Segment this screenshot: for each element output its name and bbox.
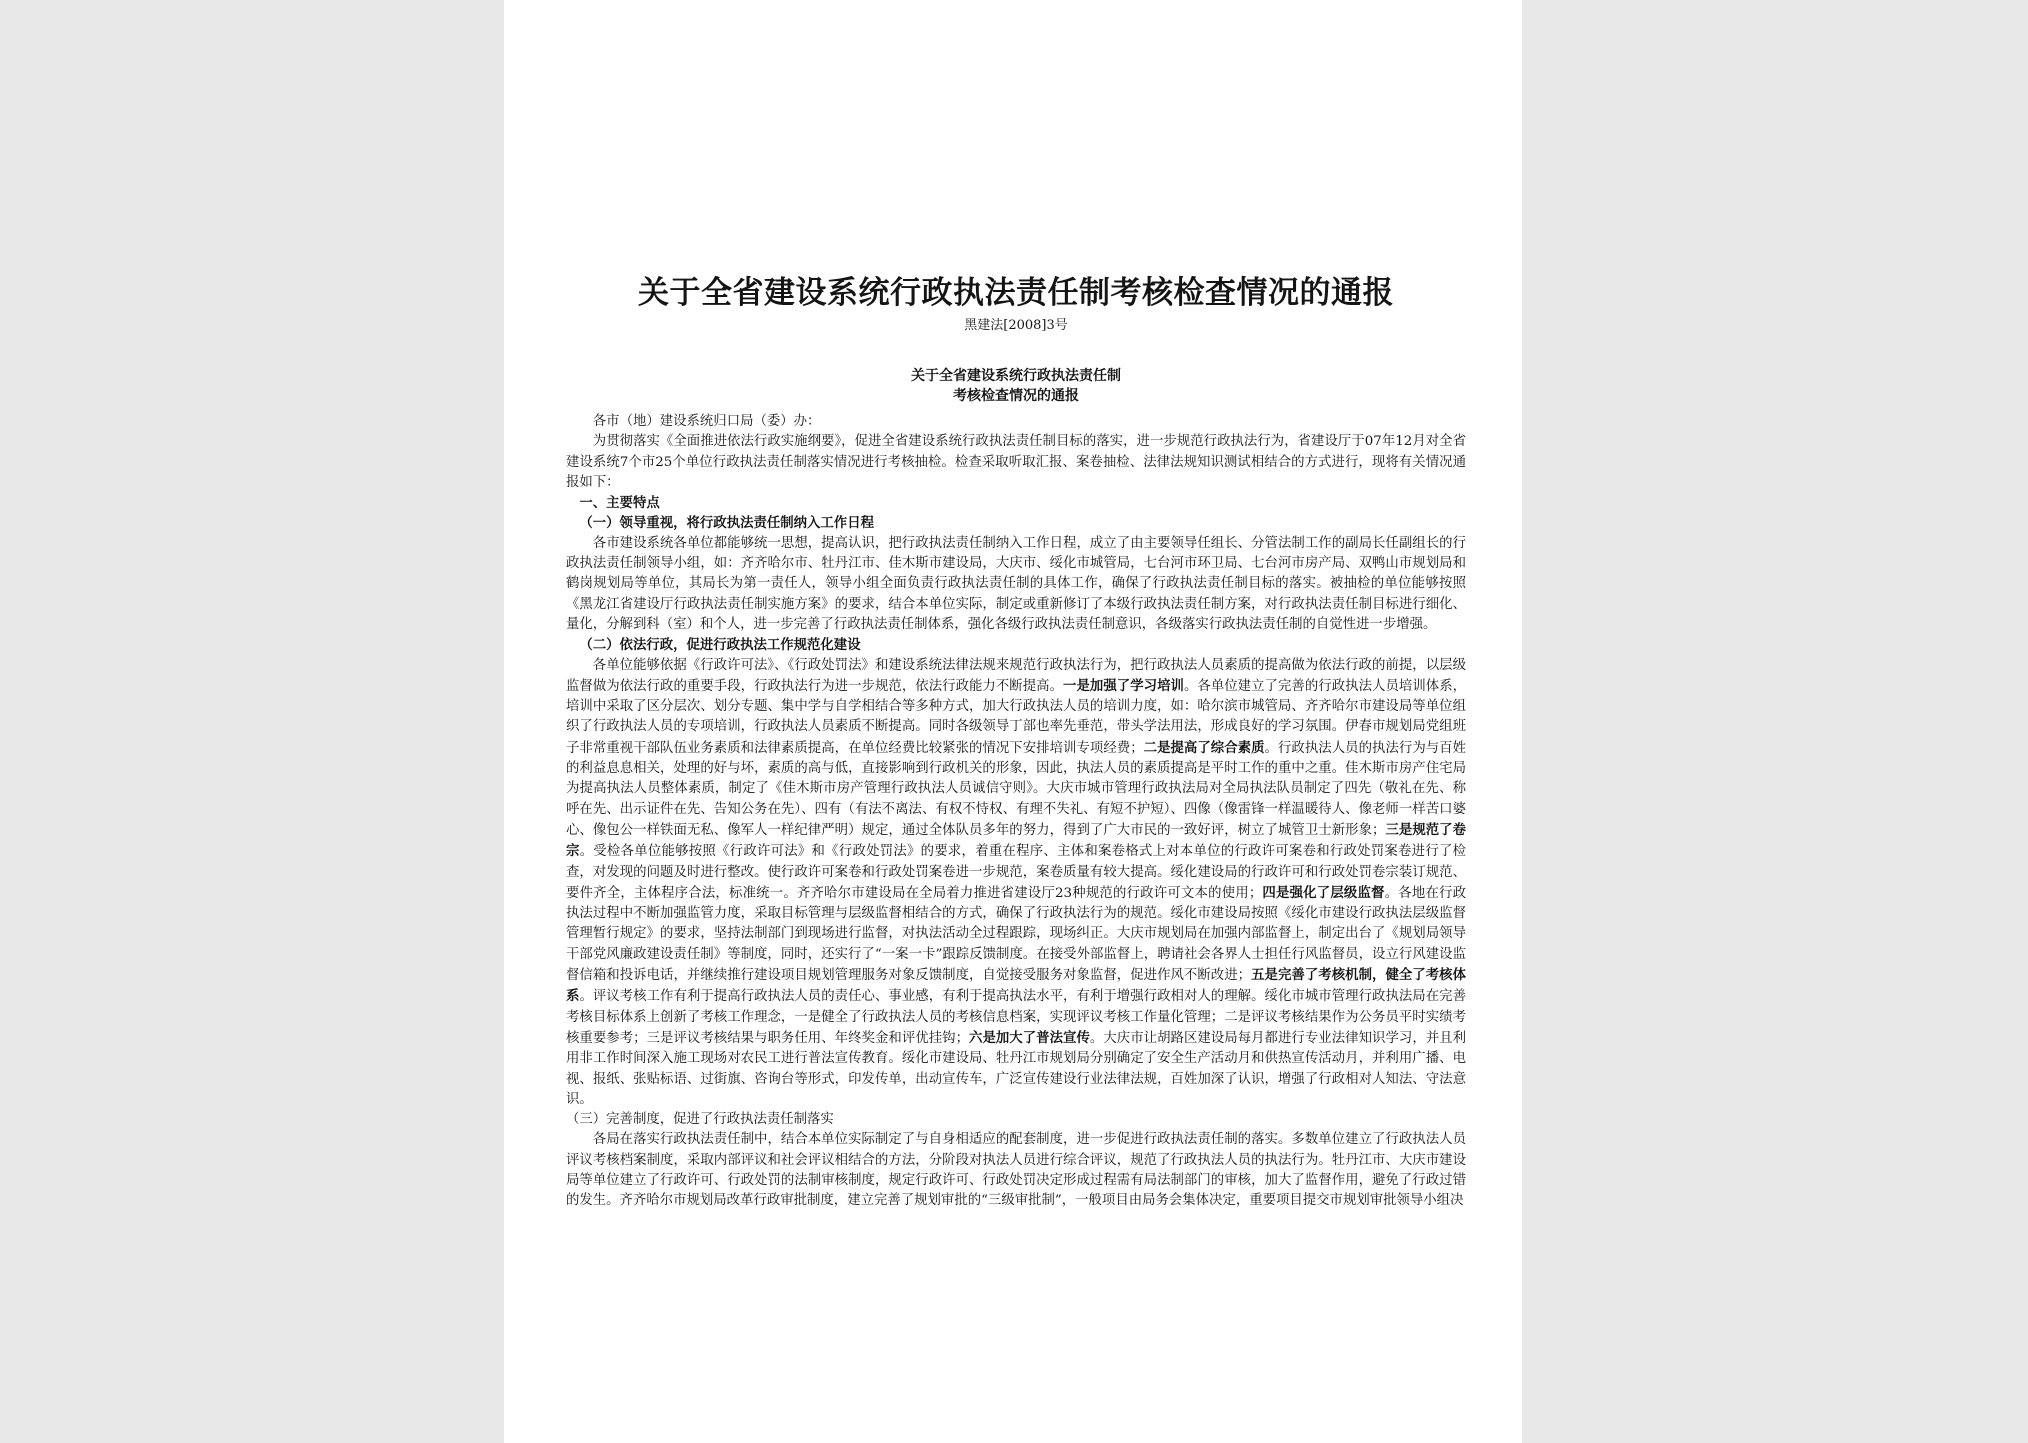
text-run: 。受检各单位能够按照《行政许可法》和《行政处罚法》的要求，着重在程序、主体和案卷格式上对本单位的行政许可案卷和行政处罚案卷进行了检查，对发现的问题及时进行整改。使行政许可案卷和行政处罚案卷进一步规范，案卷质量有较大提高。绥化建设局的行政许可和行政处罚卷宗装订规范、要件齐全，主体程序合法，标准统一。齐齐哈尔市建设局在全局着力推进省建设厅23种规范的行政许可文本的使用；	[566, 844, 1466, 901]
text-run: 。评议考核工作有利于提高行政执法人员的责任心、事业感，有利于提高执法水平，有利于增强行政相对人的理解。绥化市城市管理行政执法局在完善考核目标体系上创新了考核工作理念，一是健全了行政执法人员的考核信息档案，实现评议考核工作量化管理；二是评议考核结果作为公务员平时实绩考核重要参考；三是评议考核结果与职务任用、年终奖金和评优挂钩；	[566, 989, 1466, 1046]
sub-title-line2: 考核检查情况的通报	[953, 388, 1079, 404]
bold-point: 二是提高了综合素质	[1143, 739, 1265, 756]
doc-number: 黑建法[2008]3号	[964, 318, 1068, 333]
text-run: 。行政执法人员的执法行为与百姓的利益息息相关，处理的好与坏，素质的高与低，直接影响到行政机关的形象，因此，执法人员的素质提高是平时工作的重中之重。佳木斯市房产住宅局为提高执法人员整体素质，制定了《佳木斯市房产管理行政执法人员诚信守则》。大庆市城市管理行政执法局对全局执法队员制定了四先（敬礼在先、称呼在先、出示证件在先、告知公务在先）、四有（有法不离法、有权不恃权、有理不失礼、有短不护短）、四像（像雷锋一样温暖待人、像老师一样苦口婆心、像包公一样铁面无私、像军人一样纪律严明）规定，通过全体队员多年的努力，得到了广大市民的一致好评，树立了城管卫士新形象；	[566, 740, 1467, 838]
intro-paragraph: 为贯彻落实《全面推进依法行政实施纲要》，促进全省建设系统行政执法责任制目标的落实，进一步规范行政执法行为，省建设厅于07年12月对全省建设系统7个市25个单位行政执法责任制落实情况进行考核抽检。检查采取听取汇报、案卷抽检、法律法规知识测试相结合的方式进行，现将有关情况通报如下：	[566, 434, 1466, 490]
paragraph: 各局在落实行政执法责任制中，结合本单位实际制定了与自身相适应的配套制度，进一步促进行政执法责任制的落实。多数单位建立了行政执法人员评议考核档案制度，采取内部评议和社会评议相结合的方法，分阶段对执法人员进行综合评议，规范了行政执法人员的执法行为。牡丹江市、大庆市建设局等单位建立了行政许可、行政处罚的法制审核制度，规定行政许可、行政处罚决定形成过程需有局法制部门的审核，加大了监督作用，避免了行政过错的发生。齐齐哈尔市规划局改革行政审批制度，建立完善了规划审批的“三级审批制”，一般项目由局务会集体决定，重要项目提交市规划审批领导小组决	[566, 1132, 1466, 1209]
text-run: 。大庆市让胡路区建设局每月都进行专业法律知识学习，并且利用非工作时间深入施工现场对农民工进行普法宣传教育。绥化市建设局、牡丹江市规划局分别确定了安全生产活动月和供热宣传活动月，并利用广播、电视、报纸、张贴标语、过街旗、咨询台等形式，印发传单，出动宣传车，广泛宣传建设行业法律法规，百姓加深了认识，增强了行政相对人知法、守法意识。	[566, 1030, 1467, 1107]
bold-point: 三是规范了卷宗	[566, 821, 1467, 860]
subsection-heading: （一）领导重视，将行政执法责任制纳入工作日程	[579, 515, 874, 532]
section-heading: 一、主要特点	[579, 495, 660, 512]
document-body	[566, 412, 1466, 1212]
text-run: 各单位能够依据《行政许可法》、《行政处罚法》和建设系统法律法规来规范行政执法行为，把行政执法人员素质的提高做为依法行政的前提，以层级监督做为依法行政的重要手段，行政执法行为进一步规范，依法行政能力不断提高。	[566, 657, 1466, 694]
sub-title-line1: 关于全省建设系统行政执法责任制	[911, 368, 1121, 384]
text-run: 。各地在行政执法过程中不断加强监管力度，采取目标管理与层级监督相结合的方式，确保了行政执法行为的规范。绥化市建设局按照《绥化市建设行政执法层级监督管理暂行规定》的要求，坚持法制部门到现场进行监督，对执法活动全过程跟踪，现场纠正。大庆市规划局在加强内部监督上，制定出台了《规划局领导干部党风廉政建设责任制》等制度，同时，还实行了“一案一卡”跟踪反馈制度。在接受外部监督上，聘请社会各界人士担任行风监督员，设立行风建设监督信箱和投诉电话，并继续推行建设项目规划管理服务对象反馈制度，自觉接受服务对象监督，促进作风不断改进；	[566, 885, 1466, 984]
addressee: 各市（地）建设系统归口局（委）办：	[592, 414, 821, 429]
document-page	[504, 0, 1522, 1443]
paragraph: 各市建设系统各单位都能够统一思想，提高认识，把行政执法责任制纳入工作日程，成立了由主要领导任组长、分管法制工作的副局长任副组长的行政执法责任制领导小组，如：齐齐哈尔市、牡丹江市、佳木斯市建设局，大庆市、绥化市城管局，七台河市环卫局、七台河市房产局、双鸭山市规划局和鹤岗规划局等单位，其局长为第一责任人，领导小组全面负责行政执法责任制的具体工作，确保了行政执法责任制目标的落实。被抽检的单位能够按照《黑龙江省建设厅行政执法责任制实施方案》的要求，结合本单位实际，制定或重新修订了本级行政执法责任制方案，对行政执法责任制目标进行细化、量化，分解到科（室）和个人，进一步完善了行政执法责任制体系，强化各级行政执法责任制意识，各级落实行政执法责任制的自觉性进一步增强。	[566, 535, 1466, 632]
subsection-heading: （三）完善制度，促进了行政执法责任制落实	[566, 1112, 834, 1128]
text-run: 。各单位建立了完善的行政执法人员培训体系，培训中采取了区分层次、划分专题、集中学与自学相结合等多种方式，加大行政执法人员的培训力度，如：哈尔滨市城管局、齐齐哈尔市建设局等单位组织了行政执法人员的专项培训，行政执法人员素质不断提高。同时各级领导丁部也率先垂范，带头学法用法，形成良好的学习氛围。伊春市规划局党组班子非常重视干部队伍业务素质和法律素质提高，在单位经费比较紧张的情况下安排培训专项经费；	[566, 678, 1467, 756]
subsection-heading: （二）依法行政，促进行政执法工作规范化建设	[579, 637, 861, 654]
paragraph	[566, 656, 1466, 1111]
main-title: 关于全省建设系统行政执法责任制考核检查情况的通报	[638, 275, 1394, 311]
bold-point: 一是加强了学习培训	[1063, 677, 1184, 694]
bold-point: 四是强化了层级监督	[1262, 884, 1385, 901]
bold-point: 六是加大了普法宣传	[968, 1029, 1090, 1046]
bold-point: 五是完善了考核机制，健全了考核体系	[566, 967, 1466, 1005]
